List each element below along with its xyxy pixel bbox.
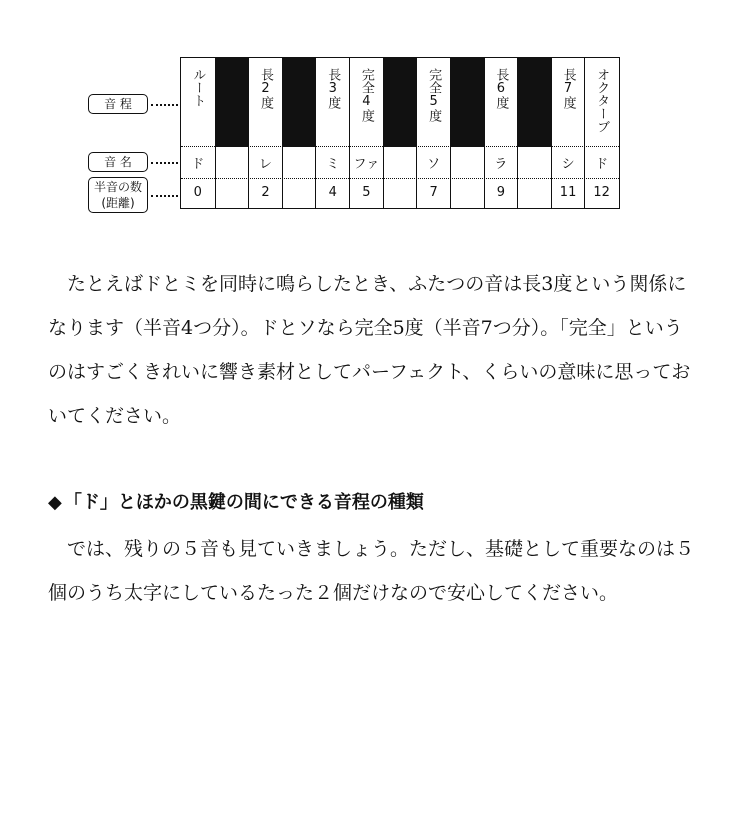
interval-text: オクターブ (594, 68, 610, 133)
white-key (349, 58, 383, 208)
interval-text: ルート (190, 68, 206, 107)
interval-cell (283, 58, 316, 147)
note-name-cell: ソ (427, 157, 441, 172)
interval-cell (585, 58, 618, 147)
interval-cell (384, 58, 417, 147)
white-key (584, 58, 618, 208)
paragraph-2: では、残りの５音も見ていきましょう。ただし、基礎として重要なのは５個のうち太字にしているたった２個だけなので安心してください。 (48, 538, 695, 604)
semitone-cell: 2 (261, 185, 270, 200)
note-name-label: 音 名 (88, 152, 148, 172)
note-name-cell: ラ (494, 157, 508, 172)
black-key (383, 58, 417, 208)
note-name-cell: ファ (353, 157, 380, 172)
interval-leader (151, 104, 178, 106)
interval-text: 長3度 (325, 68, 341, 109)
interval-cell (216, 58, 249, 147)
diamond-icon: ◆ (48, 492, 62, 513)
black-key (450, 58, 484, 208)
interval-cell (316, 58, 349, 147)
semitone-cell: 11 (559, 185, 577, 200)
white-key (315, 58, 349, 208)
interval-text: 長2度 (258, 68, 274, 109)
keyboard-table (180, 57, 620, 209)
interval-text: 長6度 (493, 68, 509, 109)
black-key (517, 58, 551, 208)
note-name-cell: ド (191, 157, 205, 172)
white-key (248, 58, 282, 208)
interval-cell (552, 58, 585, 147)
semitone-cell: 4 (328, 185, 337, 200)
interval-cell (518, 58, 551, 147)
semitone-cell: 12 (593, 185, 610, 200)
interval-label: 音 程 (88, 94, 148, 114)
interval-cell (350, 58, 383, 147)
interval-text: 長7度 (560, 68, 576, 109)
semitone-cell: 0 (193, 185, 202, 200)
note-name-cell: ミ (326, 157, 340, 172)
interval-cell (451, 58, 484, 147)
interval-text: 完全5度 (426, 68, 442, 122)
interval-diagram (0, 0, 741, 230)
white-key (181, 58, 215, 208)
note-name-cell: ド (595, 157, 609, 172)
semitone-cell: 9 (496, 185, 505, 200)
interval-text: 完全4度 (358, 68, 374, 122)
black-key (215, 58, 249, 208)
paragraph-1: たとえばドとミを同時に鳴らしたとき、ふたつの音は長3度という関係になります（半音4つ分）。ドとソなら完全5度（半音7つ分）。「完全」というのはすごくきれいに響き素材としてパーフェクト、くらいの意味に思っておいてください。 (48, 273, 691, 427)
white-key (484, 58, 518, 208)
black-key (282, 58, 316, 208)
interval-cell (417, 58, 450, 147)
semitone-leader (151, 195, 178, 197)
interval-cell (485, 58, 518, 147)
semitone-label: 半音の数 (距離) (88, 177, 148, 213)
interval-cell (249, 58, 282, 147)
section-heading (48, 488, 696, 518)
note-name-leader (151, 162, 178, 164)
interval-cell (181, 58, 215, 147)
heading-text: 「ド」とほかの黒鍵の間にできる音程の種類 (63, 492, 424, 513)
white-key (416, 58, 450, 208)
semitone-cell: 7 (429, 185, 438, 200)
note-name-cell: レ (259, 157, 273, 172)
white-key (551, 58, 585, 208)
note-name-cell: シ (561, 157, 575, 172)
semitone-cell: 5 (362, 185, 371, 200)
